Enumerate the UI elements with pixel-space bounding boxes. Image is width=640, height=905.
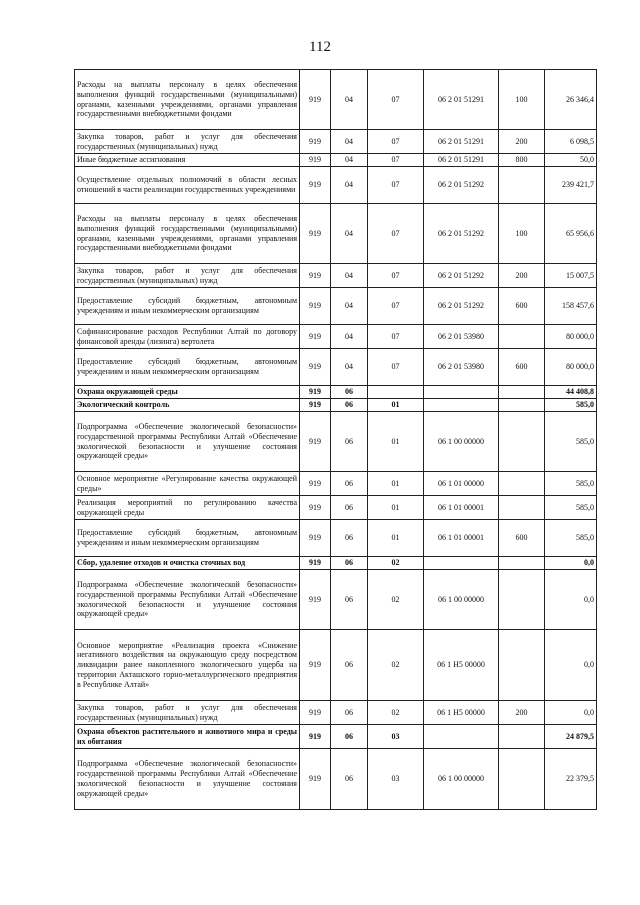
amount: 0,0	[545, 557, 597, 570]
subsection-code: 01	[368, 472, 424, 496]
target-article: 06 2 01 51291	[424, 154, 499, 167]
table-row	[75, 496, 597, 520]
table-row	[75, 386, 597, 399]
amount: 65 956,6	[545, 204, 597, 264]
section-code: 06	[331, 386, 368, 399]
amount: 585,0	[545, 520, 597, 557]
table-row	[75, 264, 597, 288]
target-article: 06 1 01 00001	[424, 496, 499, 520]
subsection-code: 01	[368, 399, 424, 412]
ministry-code: 919	[300, 557, 331, 570]
target-article: 06 2 01 51292	[424, 204, 499, 264]
expense-type	[499, 496, 545, 520]
ministry-code: 919	[300, 325, 331, 349]
expense-type	[499, 725, 545, 749]
target-article: 06 1 01 00001	[424, 520, 499, 557]
table-row	[75, 130, 597, 154]
section-code: 06	[331, 557, 368, 570]
target-article: 06 1 00 00000	[424, 749, 499, 810]
table-row	[75, 399, 597, 412]
section-code: 06	[331, 725, 368, 749]
ministry-code: 919	[300, 130, 331, 154]
amount: 22 379,5	[545, 749, 597, 810]
ministry-code: 919	[300, 264, 331, 288]
amount: 15 007,5	[545, 264, 597, 288]
target-article: 06 1 00 00000	[424, 412, 499, 472]
table-row	[75, 325, 597, 349]
ministry-code: 919	[300, 154, 331, 167]
amount: 44 408,8	[545, 386, 597, 399]
subsection-code: 07	[368, 130, 424, 154]
section-code: 04	[331, 288, 368, 325]
target-article: 06 2 01 53980	[424, 349, 499, 386]
expense-type: 800	[499, 154, 545, 167]
ministry-code: 919	[300, 204, 331, 264]
expense-type	[499, 399, 545, 412]
table-row	[75, 570, 597, 630]
ministry-code: 919	[300, 386, 331, 399]
row-name: Иные бюджетные ассигнования	[75, 154, 300, 167]
row-name: Закупка товаров, работ и услуг для обеспечения государственных (муниципальных) нужд	[75, 130, 300, 154]
row-name: Расходы на выплаты персоналу в целях обеспечения выполнения функций государственными (муниципальными) органами, казенными учреждениями, органами управления государственными внебюджетными фондами	[75, 204, 300, 264]
subsection-code: 02	[368, 630, 424, 701]
target-article	[424, 386, 499, 399]
amount: 239 421,7	[545, 167, 597, 204]
subsection-code: 01	[368, 412, 424, 472]
section-code: 06	[331, 701, 368, 725]
subsection-code: 03	[368, 749, 424, 810]
row-name: Сбор, удаление отходов и очистка сточных вод	[75, 557, 300, 570]
target-article: 06 1 H5 00000	[424, 630, 499, 701]
expense-type	[499, 412, 545, 472]
section-code: 04	[331, 167, 368, 204]
row-name: Закупка товаров, работ и услуг для обеспечения государственных (муниципальных) нужд	[75, 701, 300, 725]
amount: 50,0	[545, 154, 597, 167]
amount: 80 000,0	[545, 325, 597, 349]
budget-table	[74, 69, 597, 810]
section-code: 04	[331, 130, 368, 154]
subsection-code: 07	[368, 167, 424, 204]
expense-type	[499, 630, 545, 701]
table-row	[75, 630, 597, 701]
expense-type	[499, 386, 545, 399]
subsection-code: 02	[368, 570, 424, 630]
amount: 0,0	[545, 630, 597, 701]
row-name: Экологический контроль	[75, 399, 300, 412]
page-number: 112	[309, 39, 331, 55]
expense-type	[499, 325, 545, 349]
target-article: 06 2 01 51291	[424, 70, 499, 130]
table-row	[75, 472, 597, 496]
table-row	[75, 725, 597, 749]
ministry-code: 919	[300, 349, 331, 386]
section-code: 04	[331, 70, 368, 130]
row-name: Охрана объектов растительного и животного мира и среды их обитания	[75, 725, 300, 749]
subsection-code: 03	[368, 725, 424, 749]
amount: 158 457,6	[545, 288, 597, 325]
table-row	[75, 204, 597, 264]
target-article: 06 1 01 00000	[424, 472, 499, 496]
ministry-code: 919	[300, 412, 331, 472]
expense-type: 200	[499, 701, 545, 725]
amount: 585,0	[545, 496, 597, 520]
row-name: Охрана окружающей среды	[75, 386, 300, 399]
row-name: Подпрограмма «Обеспечение экологической безопасности» государственной программы Республики Алтай «Обеспечение экологической безопасности и улучшение состояния окружающей среды»	[75, 570, 300, 630]
target-article	[424, 557, 499, 570]
section-code: 04	[331, 349, 368, 386]
section-code: 06	[331, 570, 368, 630]
expense-type	[499, 570, 545, 630]
section-code: 04	[331, 204, 368, 264]
ministry-code: 919	[300, 399, 331, 412]
subsection-code: 07	[368, 154, 424, 167]
ministry-code: 919	[300, 630, 331, 701]
table-row	[75, 349, 597, 386]
row-name: Предоставление субсидий бюджетным, автономным учреждениям и иным некоммерческим организациям	[75, 288, 300, 325]
ministry-code: 919	[300, 472, 331, 496]
amount: 80 000,0	[545, 349, 597, 386]
expense-type: 600	[499, 520, 545, 557]
ministry-code: 919	[300, 701, 331, 725]
expense-type	[499, 749, 545, 810]
subsection-code: 07	[368, 349, 424, 386]
section-code: 04	[331, 154, 368, 167]
subsection-code: 07	[368, 288, 424, 325]
section-code: 06	[331, 496, 368, 520]
ministry-code: 919	[300, 70, 331, 130]
section-code: 04	[331, 264, 368, 288]
subsection-code: 01	[368, 520, 424, 557]
amount: 585,0	[545, 399, 597, 412]
table-body	[75, 70, 597, 810]
subsection-code: 02	[368, 557, 424, 570]
amount: 24 879,5	[545, 725, 597, 749]
section-code: 06	[331, 630, 368, 701]
table-row	[75, 154, 597, 167]
table-row	[75, 167, 597, 204]
table-row	[75, 749, 597, 810]
target-article: 06 2 01 51292	[424, 264, 499, 288]
row-name: Основное мероприятие «Регулирование качества окружающей среды»	[75, 472, 300, 496]
target-article: 06 1 00 00000	[424, 570, 499, 630]
expense-type: 100	[499, 204, 545, 264]
expense-type	[499, 557, 545, 570]
subsection-code: 07	[368, 204, 424, 264]
row-name: Осуществление отдельных полномочий в области лесных отношений в части реализации государственных учреждениями	[75, 167, 300, 204]
ministry-code: 919	[300, 496, 331, 520]
table-row	[75, 557, 597, 570]
amount: 585,0	[545, 412, 597, 472]
expense-type: 200	[499, 264, 545, 288]
amount: 26 346,4	[545, 70, 597, 130]
table-row	[75, 70, 597, 130]
target-article: 06 2 01 53980	[424, 325, 499, 349]
target-article	[424, 725, 499, 749]
ministry-code: 919	[300, 725, 331, 749]
row-name: Закупка товаров, работ и услуг для обеспечения государственных (муниципальных) нужд	[75, 264, 300, 288]
expense-type	[499, 472, 545, 496]
ministry-code: 919	[300, 520, 331, 557]
target-article: 06 1 H5 00000	[424, 701, 499, 725]
subsection-code: 01	[368, 496, 424, 520]
row-name: Реализация мероприятий по регулированию качества окружающей среды	[75, 496, 300, 520]
ministry-code: 919	[300, 167, 331, 204]
table-row	[75, 520, 597, 557]
ministry-code: 919	[300, 749, 331, 810]
row-name: Предоставление субсидий бюджетным, автономным учреждениям и иным некоммерческим организациям	[75, 520, 300, 557]
expense-type: 600	[499, 288, 545, 325]
ministry-code: 919	[300, 570, 331, 630]
table-row	[75, 288, 597, 325]
expense-type: 200	[499, 130, 545, 154]
section-code: 06	[331, 412, 368, 472]
expense-type: 100	[499, 70, 545, 130]
row-name: Подпрограмма «Обеспечение экологической безопасности» государственной программы Республики Алтай «Обеспечение экологической безопасности и улучшение состояния окружающей среды»	[75, 749, 300, 810]
table-row	[75, 701, 597, 725]
target-article: 06 2 01 51292	[424, 288, 499, 325]
ministry-code: 919	[300, 288, 331, 325]
subsection-code	[368, 386, 424, 399]
row-name: Софинансирование расходов Республики Алтай по договору финансовой аренды (лизинга) вертолета	[75, 325, 300, 349]
target-article	[424, 399, 499, 412]
row-name: Подпрограмма «Обеспечение экологической безопасности» государственной программы Республики Алтай «Обеспечение экологической безопасности и улучшение состояния окружающей среды»	[75, 412, 300, 472]
target-article: 06 2 01 51291	[424, 130, 499, 154]
target-article: 06 2 01 51292	[424, 167, 499, 204]
expense-type	[499, 167, 545, 204]
row-name: Расходы на выплаты персоналу в целях обеспечения выполнения функций государственными (муниципальными) органами, казенными учреждениями, органами управления государственными внебюджетными фондами	[75, 70, 300, 130]
section-code: 06	[331, 520, 368, 557]
subsection-code: 07	[368, 70, 424, 130]
amount: 6 098,5	[545, 130, 597, 154]
section-code: 06	[331, 749, 368, 810]
amount: 585,0	[545, 472, 597, 496]
expense-type: 600	[499, 349, 545, 386]
subsection-code: 07	[368, 264, 424, 288]
section-code: 06	[331, 472, 368, 496]
row-name: Предоставление субсидий бюджетным, автономным учреждениям и иным некоммерческим организациям	[75, 349, 300, 386]
section-code: 06	[331, 399, 368, 412]
amount: 0,0	[545, 570, 597, 630]
row-name: Основное мероприятие «Реализация проекта «Снижение негативного воздействия на окружающую среду посредством ликвидации ранее накопленного экологического ущерба на территории Акташского горно-металлургического предприятия в Республике Алтай»	[75, 630, 300, 701]
amount: 0,0	[545, 701, 597, 725]
subsection-code: 07	[368, 325, 424, 349]
section-code: 04	[331, 325, 368, 349]
subsection-code: 02	[368, 701, 424, 725]
table-row	[75, 412, 597, 472]
